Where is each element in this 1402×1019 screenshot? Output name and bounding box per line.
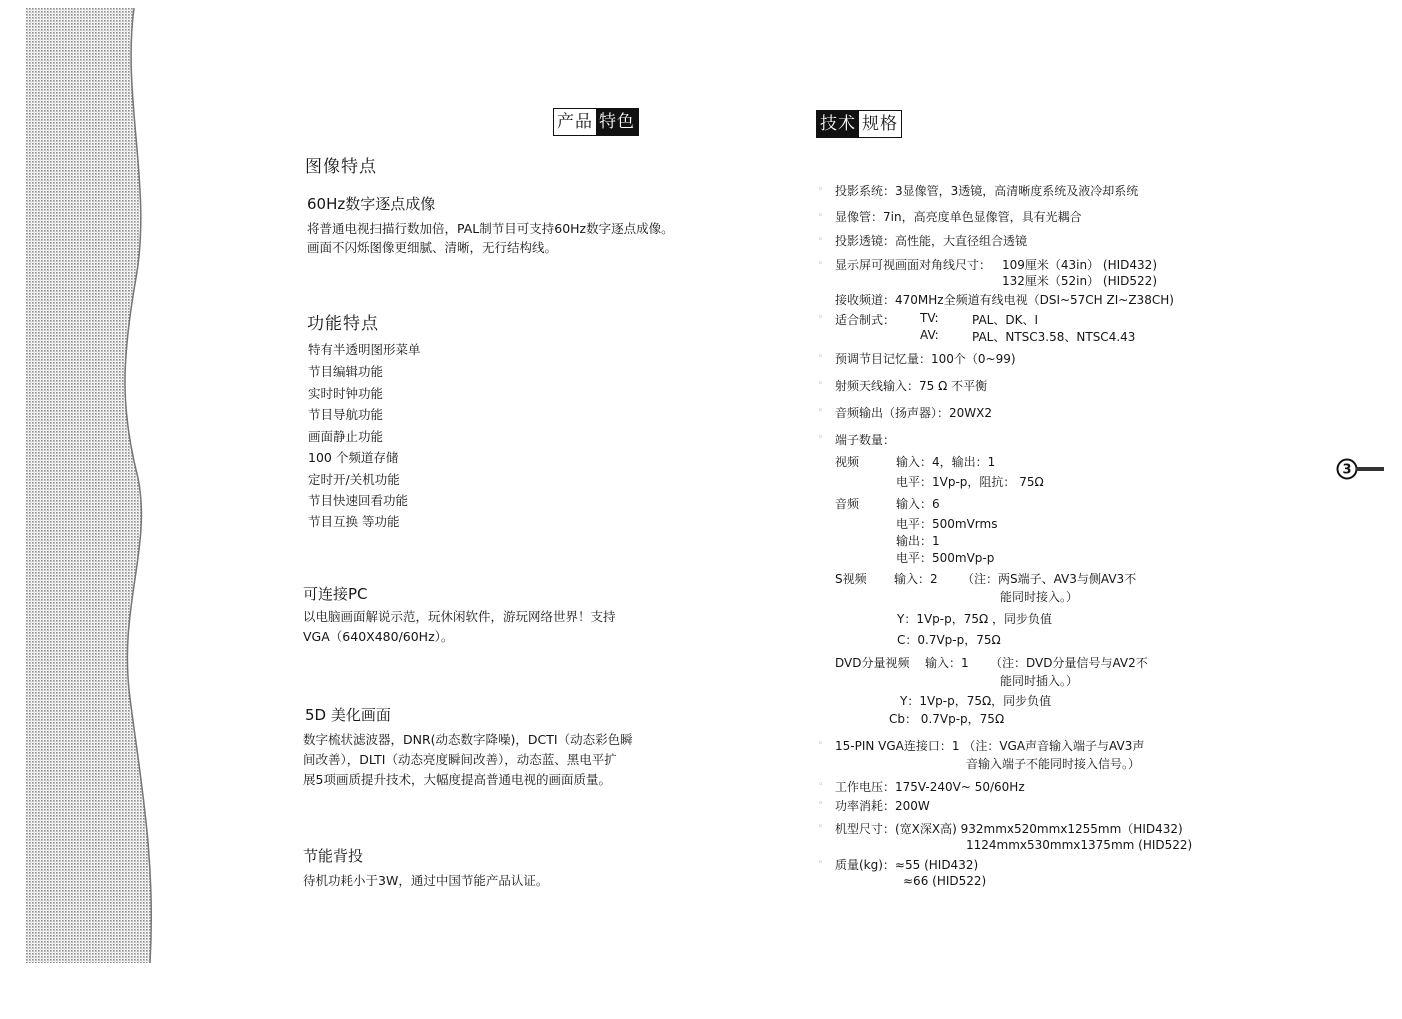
bullet-icon: ◦: [818, 379, 824, 389]
pc-line-2: VGA（640X480/60Hz）。: [303, 629, 454, 644]
features-title-box: [553, 108, 639, 136]
bullet-icon: ◦: [818, 313, 824, 323]
energy-title: 节能背投: [303, 847, 364, 865]
function-item: 节目编辑功能: [308, 364, 384, 379]
spec-dimensions-1: 机型尺寸：(宽X深X高) 932mmx520mmx1255mm（HID432): [835, 822, 1183, 836]
spec-screen-label: 显示屏可视画面对角线尺寸：: [835, 258, 992, 272]
pc-line-1: 以电脑画面解说示范，玩休闲软件，游玩网络世界！支持: [303, 609, 616, 624]
s60hz-title: 60Hz数字逐点成像: [307, 195, 436, 213]
spec-av-value: PAL、NTSC3.58、NTSC4.43: [972, 330, 1136, 344]
spec-audio-out: 音频输出（扬声器）：20WX2: [835, 406, 992, 420]
terminal-dvd-in: 输入：1: [925, 656, 969, 670]
s60hz-line-2: 画面不闪烁图像更细腻、清晰，无行结构线。: [307, 240, 558, 255]
bullet-icon: ◦: [818, 235, 824, 245]
spec-power: 功率消耗：200W: [835, 799, 930, 813]
function-features-heading: 功能特点: [307, 314, 379, 334]
spec-vga-line-1: 15-PIN VGA连接口：1 （注：VGA声音输入端子与AV3声: [835, 739, 1145, 753]
terminal-audio-level-1: 电平：500mVrms: [896, 517, 998, 531]
bullet-icon: ◦: [818, 858, 824, 868]
spec-receive: 接收频道：470MHz全频道有线电视（DSI~57CH ZI~Z38CH): [835, 293, 1174, 307]
bullet-icon: ◦: [818, 780, 824, 790]
spec-tv-label: TV:: [920, 311, 939, 325]
spec-tv-value: PAL、DK、I: [972, 313, 1039, 327]
function-item: 定时开/关机功能: [308, 472, 400, 487]
specs-title-inverted: 技术: [817, 111, 859, 137]
terminal-dvd-cb: Cb： 0.7Vp-p，75Ω: [889, 712, 1005, 726]
page-number-badge: [1336, 458, 1386, 480]
terminal-svideo-note-2: 能同时接入。）: [1000, 590, 1079, 604]
s60hz-line-1: 将普通电视扫描行数加倍，PAL制节目可支持60Hz数字逐点成像。: [307, 221, 674, 236]
bullet-icon: ◦: [818, 259, 824, 269]
function-item: 节目快速回看功能: [308, 493, 409, 508]
terminal-dvd-label: DVD分量视频: [835, 656, 910, 670]
halftone-wave-border: [26, 8, 166, 963]
bullet-icon: ◦: [818, 799, 824, 809]
spec-rf-input: 射频天线输入：75 Ω 不平衡: [835, 379, 988, 393]
bullet-icon: ◦: [818, 185, 824, 195]
bullet-icon: ◦: [818, 433, 824, 443]
terminal-audio-label: 音频: [835, 497, 860, 511]
s5d-line-3: 展5项画质提升技术，大幅度提高普通电视的画面质量。: [303, 772, 611, 787]
terminal-svideo-in: 输入：2: [894, 572, 938, 586]
s5d-line-2: 间改善），DLTI（动态亮度瞬间改善），动态蓝、黑电平扩: [303, 752, 617, 767]
function-item: 特有半透明图形菜单: [308, 342, 421, 357]
s5d-title: 5D 美化画面: [305, 706, 391, 724]
terminal-audio-out: 输出：1: [896, 534, 940, 548]
function-item: 实时时钟功能: [308, 386, 384, 401]
function-item: 画面静止功能: [308, 429, 384, 444]
terminal-video-label: 视频: [835, 455, 860, 469]
terminal-video-io: 输入：4，输出：1: [896, 455, 996, 469]
page-number: 3: [1342, 462, 1352, 478]
spec-memory: 预调节目记忆量：100个（0~99): [835, 352, 1016, 366]
terminal-svideo-note-1: （注：两S端子、AV3与侧AV3不: [962, 572, 1137, 586]
bullet-icon: ◦: [818, 211, 824, 221]
features-title-plain: 产品: [557, 112, 593, 132]
function-item: 节目导航功能: [308, 407, 384, 422]
spec-screen-43: 109厘米（43in） (HID432): [1002, 258, 1157, 272]
terminal-audio-in: 输入：6: [896, 497, 940, 511]
spec-standard-label: 适合制式：: [835, 313, 896, 327]
bullet-icon: ◦: [818, 822, 824, 832]
energy-line: 待机功耗小于3W，通过中国节能产品认证。: [303, 873, 549, 888]
image-features-heading: 图像特点: [305, 157, 377, 177]
terminal-svideo-label: S视频: [835, 572, 867, 586]
terminal-video-level: 电平：1Vp-p，阻抗： 75Ω: [896, 475, 1044, 489]
function-item: 100 个频道存储: [308, 450, 399, 465]
spec-weight-1: 质量(kg)：≈55 (HID432): [835, 858, 979, 872]
spec-voltage: 工作电压：175V-240V~ 50/60Hz: [835, 780, 1025, 794]
terminal-svideo-y: Y：1Vp-p，75Ω ，同步负值: [897, 612, 1052, 626]
bullet-icon: ◦: [818, 739, 824, 749]
spec-dimensions-2: 1124mmx530mmx1375mm (HID522): [966, 838, 1193, 852]
spec-projection: 投影系统：3显像管，3透镜，高清晰度系统及液冷却系统: [835, 184, 1139, 198]
spec-lens: 投影透镜：高性能，大直径组合透镜: [835, 234, 1028, 248]
spec-av-label: AV:: [920, 328, 939, 342]
terminal-dvd-y: Y：1Vp-p，75Ω，同步负值: [900, 694, 1052, 708]
spec-terminals: 端子数量：: [835, 433, 896, 447]
terminal-dvd-note-2: 能同时插入。）: [1000, 674, 1079, 688]
terminal-svideo-c: C：0.7Vp-p，75Ω: [897, 633, 1001, 647]
features-title-inverted: 特色: [596, 109, 638, 135]
spec-weight-2: ≈66 (HID522): [903, 874, 987, 888]
bullet-icon: ◦: [818, 406, 824, 416]
s5d-line-1: 数字梳状滤波器，DNR(动态数字降噪)，DCTI（动态彩色瞬: [303, 732, 633, 747]
specs-title-plain: 规格: [862, 114, 898, 134]
terminal-audio-level-2: 电平：500mVp-p: [896, 551, 995, 565]
function-item: 节目互换 等功能: [308, 514, 400, 529]
spec-screen-52: 132厘米（52in） (HID522): [1002, 274, 1157, 288]
spec-vga-line-2: 音输入端子不能同时接入信号。）: [966, 757, 1141, 771]
spec-crt: 显像管：7in，高亮度单色显像管，具有光耦合: [835, 210, 1082, 224]
bullet-icon: ◦: [818, 352, 824, 362]
terminal-dvd-note-1: （注：DVD分量信号与AV2不: [990, 656, 1148, 670]
pc-title: 可连接PC: [303, 585, 368, 603]
specs-title-box: [816, 110, 902, 138]
